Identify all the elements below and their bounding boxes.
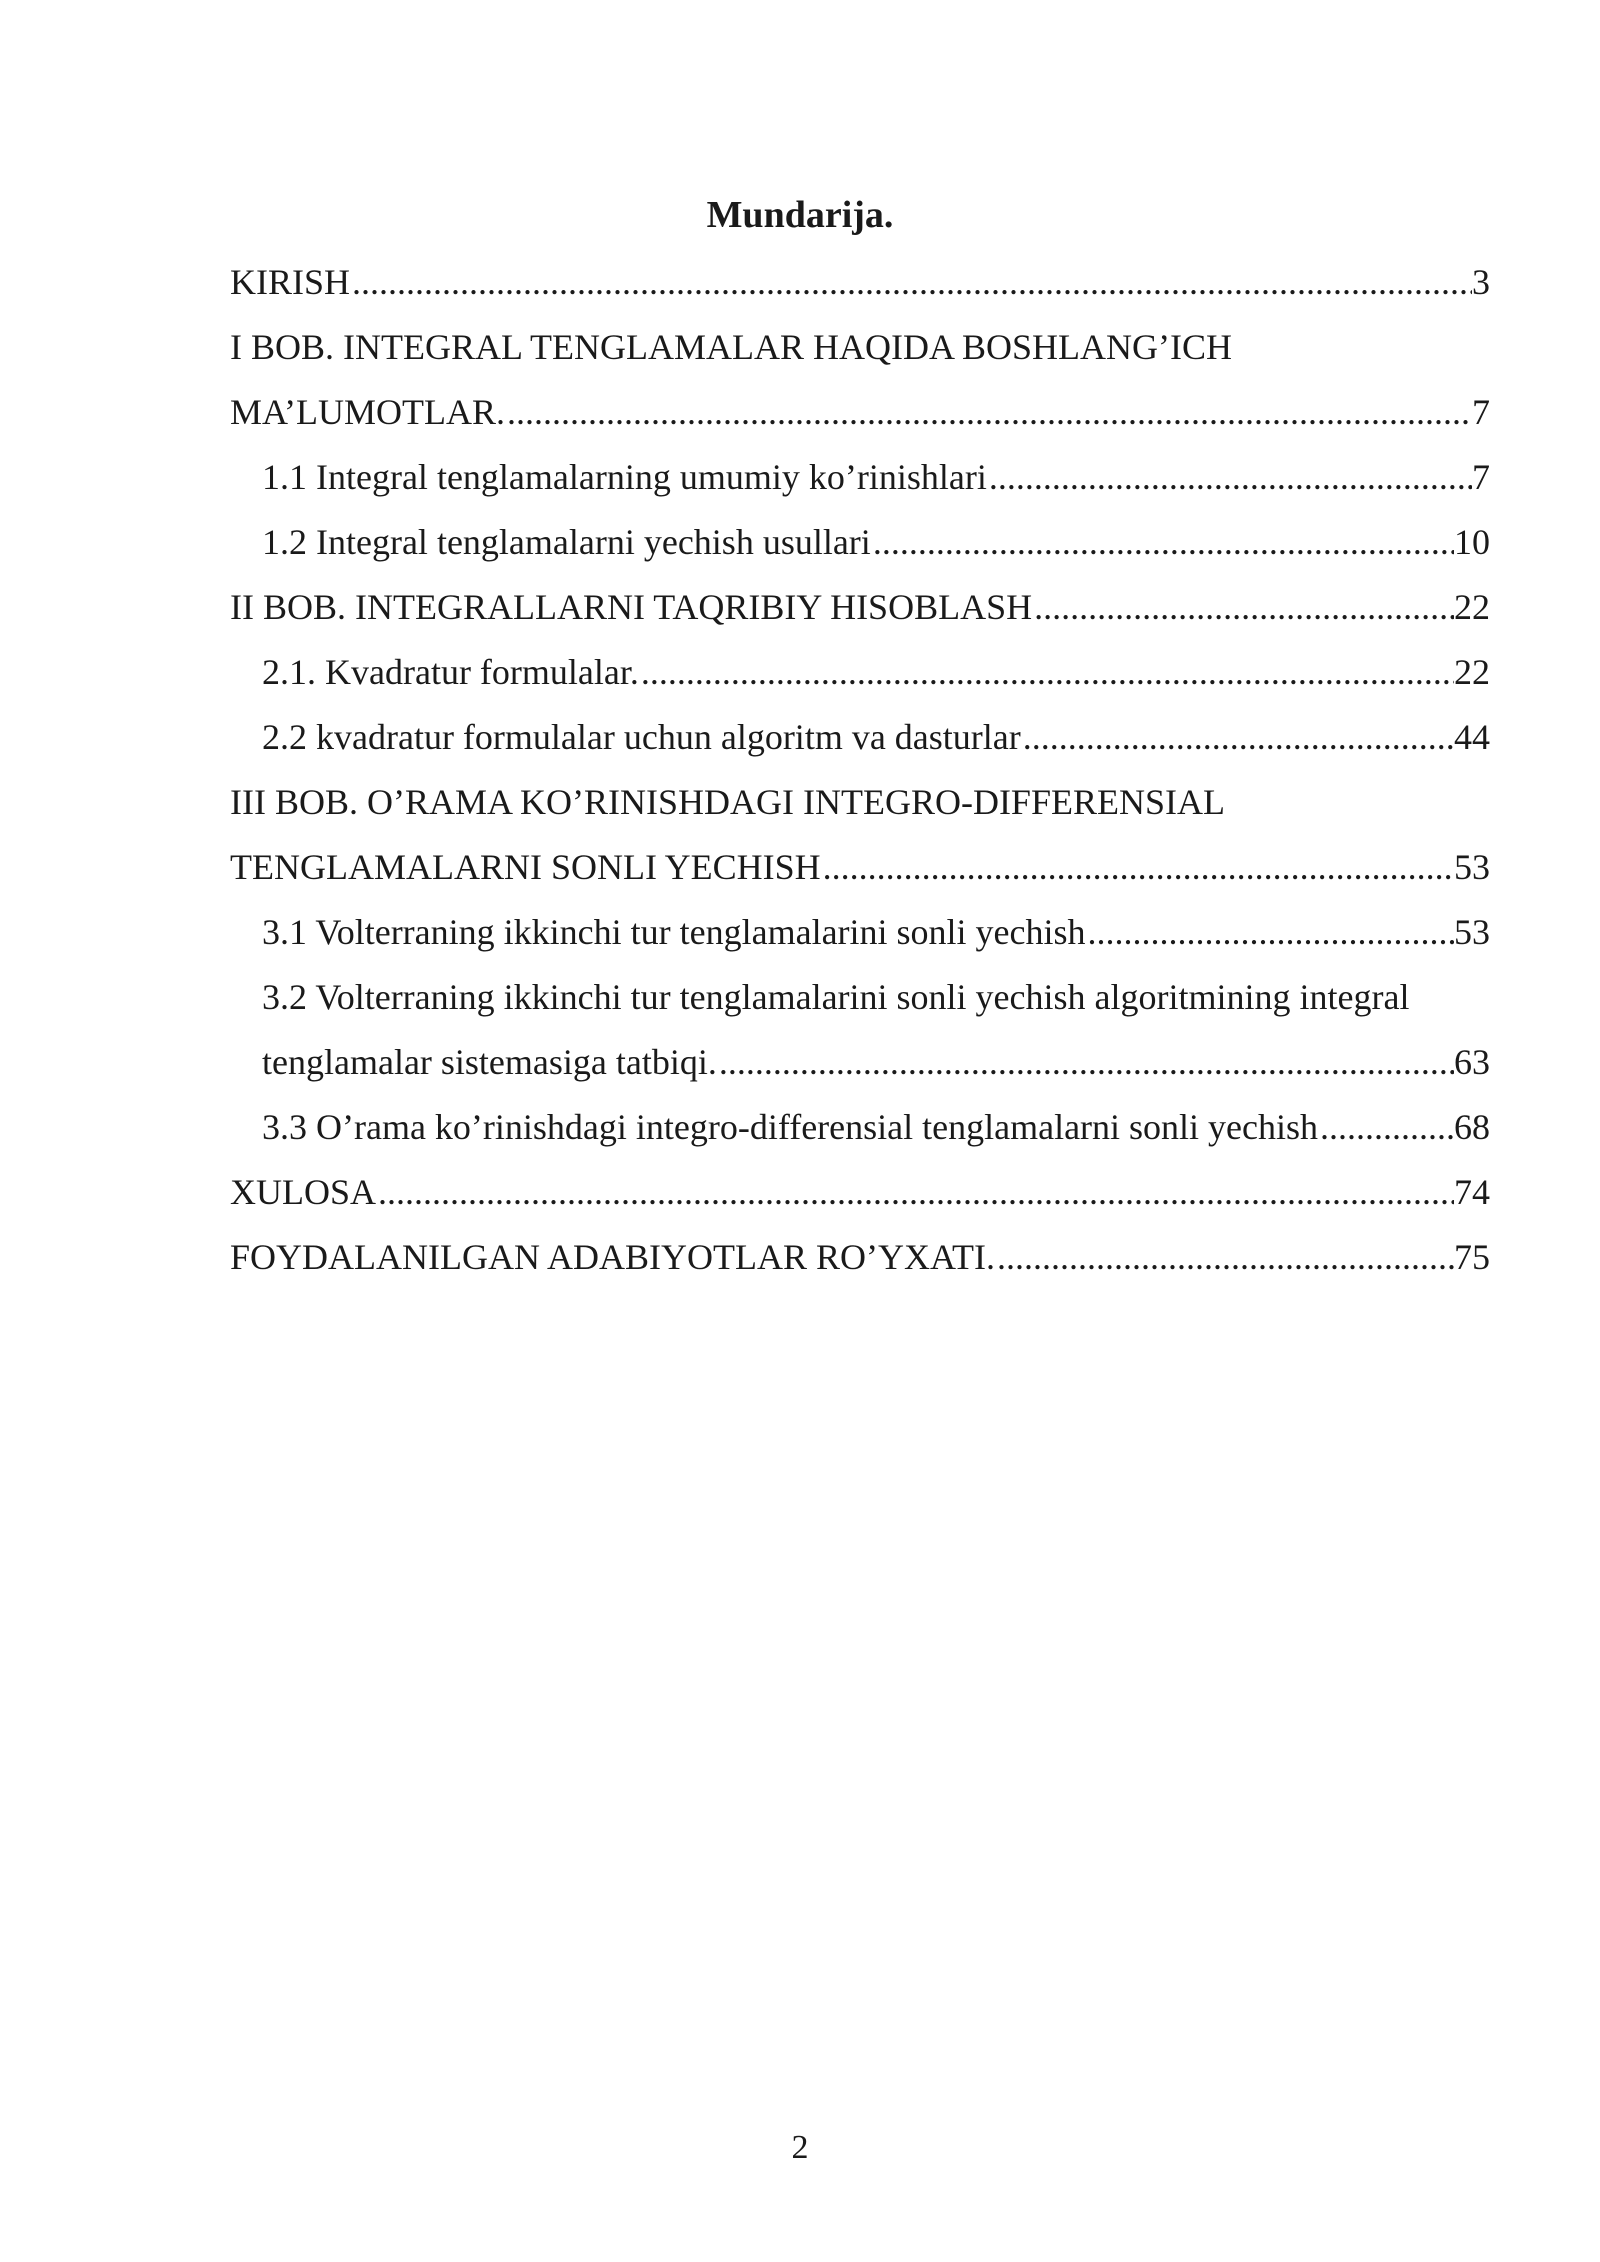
toc-entry-references xyxy=(230,1225,1490,1290)
toc-entry-page: 63 xyxy=(1454,1042,1490,1082)
toc-entry-text: 1.1 Integral tenglamalarning umumiy ko’rinishlari xyxy=(262,457,987,497)
toc-entry-3-2-line-2 xyxy=(230,1030,1490,1095)
toc-entry-page: 22 xyxy=(1454,587,1490,627)
toc-dot-leader xyxy=(717,1030,1454,1095)
toc-entry-text: tenglamalar sistemasiga tatbiqi. xyxy=(262,1042,717,1082)
toc-entry-1-1 xyxy=(230,445,1490,510)
toc-entry-3-1 xyxy=(230,900,1490,965)
toc-title: Mundarija. xyxy=(706,194,894,236)
toc-dot-leader xyxy=(639,640,1454,705)
toc-entry-text: KIRISH xyxy=(230,262,351,302)
toc-entry-page: 7 xyxy=(1472,392,1490,432)
toc-entry-text: XULOSA xyxy=(230,1172,377,1212)
toc-dot-leader xyxy=(1318,1095,1454,1160)
toc-dot-leader xyxy=(376,1160,1454,1225)
toc-entry-xulosa xyxy=(230,1160,1490,1225)
toc-entry-page: 10 xyxy=(1454,522,1490,562)
toc-entry-page: 22 xyxy=(1454,652,1490,692)
toc-entry-page: 68 xyxy=(1454,1107,1490,1147)
toc-entry-text: 3.3 O’rama ko’rinishdagi integro-differensial tenglamalarni sonli yechish xyxy=(262,1107,1319,1147)
toc-dot-leader xyxy=(1021,705,1454,770)
toc-entry-chapter-2 xyxy=(230,575,1490,640)
toc-dot-leader xyxy=(871,510,1454,575)
toc-dot-leader xyxy=(1086,900,1454,965)
toc-entry-text: I BOB. INTEGRAL TENGLAMALAR HAQIDA BOSHLANG’ICH xyxy=(230,327,1232,367)
toc-entry-page: 53 xyxy=(1454,847,1490,887)
toc-entry-chapter-3-line-1 xyxy=(230,770,1490,835)
toc-entry-chapter-3-line-2 xyxy=(230,835,1490,900)
toc-entry-page: 7 xyxy=(1472,457,1490,497)
toc-entry-1-2 xyxy=(230,510,1490,575)
toc-dot-leader xyxy=(987,445,1472,510)
toc-entry-text: MA’LUMOTLAR. xyxy=(230,392,505,432)
toc-entry-chapter-1-line-1 xyxy=(230,315,1490,380)
toc-entry-text: TENGLAMALARNI SONLI YECHISH xyxy=(230,847,821,887)
toc-entry-page: 44 xyxy=(1454,717,1490,757)
toc-entry-text: FOYDALANILGAN ADABIYOTLAR RO’YXATI. xyxy=(230,1237,995,1277)
toc-entry-text: 3.2 Volterraning ikkinchi tur tenglamalarini sonli yechish algoritmining integral xyxy=(262,977,1410,1017)
toc-entry-text: 2.1. Kvadratur formulalar. xyxy=(262,652,639,692)
toc-dot-leader xyxy=(505,380,1472,445)
toc-dot-leader xyxy=(995,1225,1454,1290)
page-number: 2 xyxy=(791,2129,809,2166)
toc-entry-text: III BOB. O’RAMA KO’RINISHDAGI INTEGRO-DIFFERENSIAL xyxy=(230,782,1225,822)
toc-entry-chapter-1-line-2 xyxy=(230,380,1490,445)
toc-entry-page: 3 xyxy=(1472,262,1490,302)
toc-dot-leader xyxy=(350,250,1472,315)
toc-entry-page: 53 xyxy=(1454,912,1490,952)
toc-entry-3-2-line-1 xyxy=(230,965,1490,1030)
toc-dot-leader xyxy=(821,835,1454,900)
table-of-contents xyxy=(230,250,1490,1290)
toc-entry-page: 74 xyxy=(1454,1172,1490,1212)
toc-entry-text: 2.2 kvadratur formulalar uchun algoritm va dasturlar xyxy=(262,717,1021,757)
toc-entry-text: 3.1 Volterraning ikkinchi tur tenglamalarini sonli yechish xyxy=(262,912,1086,952)
toc-entry-2-1 xyxy=(230,640,1490,705)
toc-entry-page: 75 xyxy=(1454,1237,1490,1277)
toc-entry-text: II BOB. INTEGRALLARNI TAQRIBIY HISOBLASH xyxy=(230,587,1033,627)
toc-entry-kirish xyxy=(230,250,1490,315)
toc-entry-2-2 xyxy=(230,705,1490,770)
toc-dot-leader xyxy=(1032,575,1454,640)
toc-entry-3-3 xyxy=(230,1095,1490,1160)
toc-entry-text: 1.2 Integral tenglamalarni yechish usullari xyxy=(262,522,871,562)
